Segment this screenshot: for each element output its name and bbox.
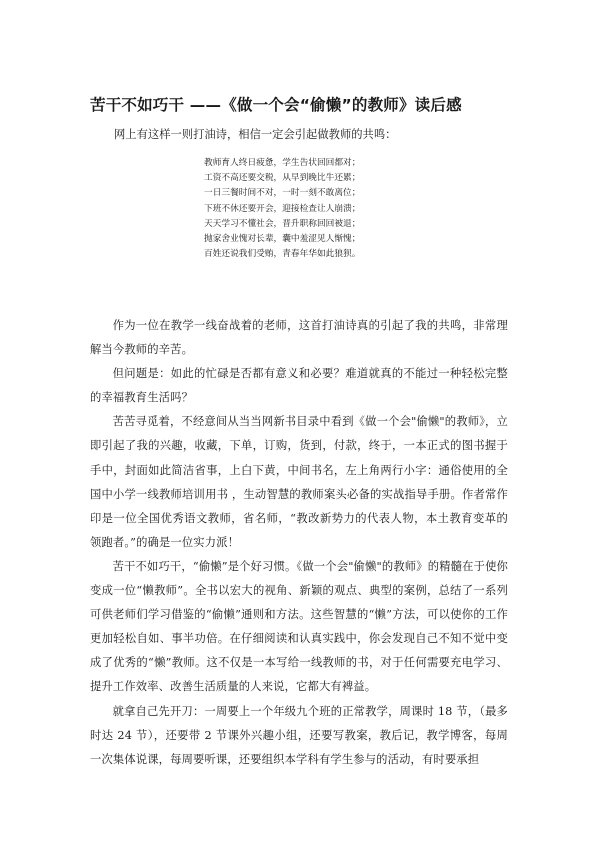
poem-line: 下班不休还要开会，迎接检查让人崩溃；: [204, 203, 361, 214]
paragraph: 苦干不如巧干，“偷懒”是个好习惯。《做一个会"偷懒"的教师》的精髓在于使你变成一位“懒教师”。全书以宏大的视角、新颖的观点、典型的案例，总结了一系列可供老师们学习借鉴的“偷懒”通则和方法。这些智慧的“懒”方法，可以使你的工作更加轻松自如、事半功倍。在仔细阅读和认真实践中，你会发现自己不知不觉中变成了优秀的“懒”教师。这不仅是一本写给一线教师的书，对于任何需要充电学习、提升工作效率、改善生活质量的人来说，它都大有裨益。: [90, 559, 508, 694]
paragraph: 苦苦寻觅着，不经意间从当当网新书目录中看到《做一个会"偷懒"的教师》，立即引起了我的兴趣，收藏，下单，订购，货到，付款，终于，一本正式的图书握于手中，封面如此简洁省事，上白下黄，中间书名，左上角两行小字：通俗使用的全国中小学一线教师培训用书 ，生动智慧的教师案头必备的实战指导手册。作者常作印是一位全国优秀语文教师，省名师，“教改新势力的代表人物，本土教育变革的领跑者。”的确是一位实力派！: [90, 415, 508, 549]
intro-line: 网上有这样一则打油诗，相信一定会引起做教师的共鸣：: [114, 128, 397, 141]
poem-line: 百姓还说我们受贿，青春年华如此狼狈。: [204, 249, 361, 260]
poem-line: 教师育人终日疲惫，学生告状回回都对；: [204, 158, 361, 168]
paragraph: 就拿自己先开刀：一周要上一个年级九个班的正常教学，周课时 18 节，（最多时达 24 节），还要带 2 节课外兴趣小组，还要写教案，教后记，教学博客，每周一次集体说课，每周要听课，还要组织本学科有学生参与的活动，有时要承担: [90, 704, 508, 766]
poem-line: 抛家舍业愧对长辈，囊中羞涩见人惭愧；: [204, 234, 361, 245]
paragraph: 作为一位在教学一线奋战着的老师，这首打油诗真的引起了我的共鸣，非常理解当今教师的辛苦。: [90, 319, 508, 357]
poem-block: [204, 156, 360, 262]
document-title: 苦干不如巧干 ——《做一个会“偷懒”的教师》读后感: [90, 96, 462, 114]
poem-line: 工资不高还要交税，从早到晚比牛还累；: [204, 173, 361, 184]
body-text: [90, 314, 508, 772]
poem-line: 天天学习不懂社会，晋升职称回回被退；: [204, 218, 361, 229]
paragraph: 但问题是：如此的忙碌是否都有意义和必要？难道就真的不能过一种轻松完整的幸福教育生活吗？: [90, 367, 508, 405]
poem-line: 一日三餐时间不对，一时一刻不敢离位；: [204, 188, 361, 199]
